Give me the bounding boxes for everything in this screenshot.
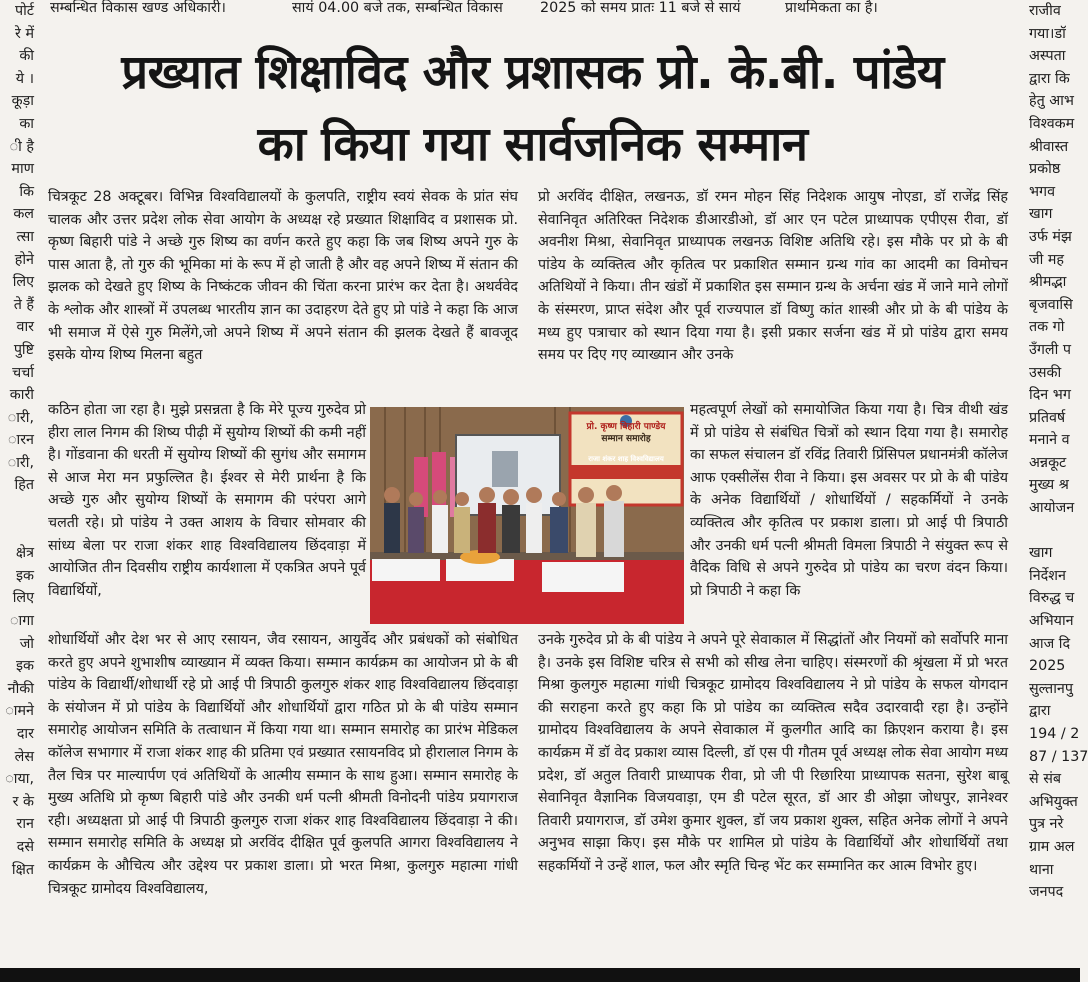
right-edge-line: अभियुक्त [1029,793,1078,810]
left-edge-line: की [19,48,34,65]
right-edge-column [1029,0,1088,968]
right-edge-line: ग्राम अल [1029,838,1075,855]
right-edge-line: 194 / 2 [1029,726,1080,742]
left-edge-column [0,0,34,968]
right-edge-line: खाग [1029,206,1053,223]
right-edge-line: जी मह [1029,251,1064,268]
right-edge-line: विश्वकम [1029,115,1075,132]
left-edge-line [0,520,34,543]
right-edge-line: थाना [1029,861,1054,878]
right-edge-line: 2025 [1029,658,1066,675]
left-edge-line: पुष्टि [13,341,34,358]
right-edge-line: उँगली प [1029,341,1071,358]
right-edge-line: से संब [1029,771,1062,788]
right-edge-line: अभियान [1029,613,1074,630]
left-edge-line: त्सा [16,228,34,245]
left-edge-line: कि [19,183,34,200]
left-edge-line: ागा [10,613,34,630]
left-edge-line: इक [16,658,34,675]
left-edge-line: कारी [9,387,34,404]
left-edge-line: दसे [16,838,34,855]
left-edge-line: क्षेत्र [15,545,34,562]
left-edge-line: हित [14,477,34,494]
right-edge-line: प्रतिवर्ष [1029,409,1066,426]
right-edge-line: सुल्तानपु [1029,680,1073,697]
article-right-top: प्रो अरविंद दीक्षित, लखनऊ, डॉ रमन मोहन सिंह निदेशक आयुष नोएडा, डॉ राजेंद्र सिंह सेवानिवृत अतिरिक्त निदेशक डीआरडीओ, डॉ आर एन पटेल प्राध्यापक एपीएस रीवा, डॉ अवनीश मिश्रा, सेवानिवृत प्राध्यापक लखनऊ विशिष्ट अतिथि रहे। इस मौके पर प्रो के बी पांडेय के व्यक्तित्व और कृतित्व पर प्रकाशित सम्मान ग्रन्थ गांव का आदमी का विमोचन अतिथियों ने किया। तीन खंडों में प्रकाशित इस सम्मान ग्रन्थ के अर्चना खंड में जाने माने लोगों के संस्मरण, प्राप्त संदेश और पूर्व राज्यपाल डॉ विष्णु कांत शास्त्री और प्रो के बी पांडेय के मध्य हुए पत्राचार को स्थान दिया गया है। इसी प्रकार सर्जना खंड में प्रो पांडेय द्वारा समय समय पर दिए गए व्याख्यान और उनके [538,189,1008,364]
right-edge-line: उर्फ मंझ [1029,228,1072,245]
left-edge-line: रान [16,816,34,833]
left-edge-line: ी है [9,138,34,155]
left-edge-line: नौकी [7,680,34,697]
left-edge-line: माण [11,161,34,178]
right-edge-line: गया।डॉ [1029,25,1066,42]
top-strip-col2: सायं 04.00 बजे तक, सम्बन्धित विकास [292,0,503,16]
right-edge-line: अस्पता [1029,48,1066,65]
right-edge-line: बृजवासि [1029,296,1073,313]
right-edge-line: मनाने व [1029,432,1070,449]
right-edge-line: उसकी [1029,364,1062,381]
right-edge-line: दिन भग [1029,387,1071,404]
article-right-bottom: उनके गुरुदेव प्रो के बी पांडेय ने अपने पूरे सेवाकाल में सिद्धांतों और नियमों को सर्वोपरि माना है। उनके इस विशिष्ट चरित्र से सभी को सीख लेना चाहिए। संस्मरणों की श्रृंखला में प्रो भरत मिश्रा कुलगुरु महात्मा गांधी चित्रकूट ग्रामोदय विश्वविद्यालय ने प्रो पांडेय के सफल योगदान की सराहना करते हुए कहा कि प्रो पांडेय का व्यक्तित्व सदैव उदारवादी रहा है। उन्होंने ग्रामोदय विश्वविद्यालय के अपने सेवाकाल में कुलगीत आदि का क्रिएशन कराया है। इस कार्यक्रम में डॉ वेद प्रकाश व्यास दिल्ली, डॉ एस पी गौतम पूर्व अध्यक्ष लोक सेवा आयोग मध्य प्रदेश, डॉ अतुल तिवारी प्राध्यापक रीवा, प्रो जी पी रिछारिया प्राध्यापक सतना, सुरेश बाबू सेवानिवृत वैज्ञानिक विजयवाड़ा, एम डी पटेल सूरत, डॉ आर डी ओझा जोधपुर, ज्ञानेश्वर तिवारी प्रयागराज, डॉ उमेश कुमार शुक्ल, डॉ जय प्रकाश शुक्ल, सहित अनेक लोगों ने अपने अनुभव साझा किए। इस मौके पर शामिल प्रो पांडेय के विद्यार्थियों और शोधार्थियों तथा सहकर्मियों ने उन्हें शाल, फल और स्मृति चिन्ह भेंट कर सम्मानित कर आत्म विभोर हुए। [538,632,1008,874]
right-edge-line: भगव [1029,183,1056,200]
left-edge-line: ये । [15,70,34,87]
left-edge-line: जो [19,635,34,652]
left-edge-line: कूड़ा [11,93,34,110]
right-edge-line: अन्नकूट [1029,454,1067,471]
left-edge-line: ारी, [7,409,34,426]
left-edge-line: र के [12,793,34,810]
left-edge-line: लिए [12,274,34,291]
article-right-narrow: महत्वपूर्ण लेखों को समायोजित किया गया है। चित्र वीथी खंड में प्रो पांडेय से संबंधित चित्रों को स्थान दिया गया है। समारोह का सफल संचालन डॉ रविंद्र तिवारी प्रिंसिपल प्रधानमंत्री कॉलेज आफ एक्सीलेंस रीवा ने किया। इस अवसर पर प्रो के बी पांडेय के अनेक विद्यार्थियों / शोधार्थियों / सहकर्मियों ने उनके व्यक्तित्व और कृतित्व पर प्रकाश डाला। प्रो आई पी त्रिपाठी और उनकी धर्म पत्नी श्रीमती विमला त्रिपाठी ने संयुक्त रूप से वैदिक विधि से अपने गुरुदेव प्रो पांडेय का चरण वंदन किया। प्रो त्रिपाठी ने कहा कि [690,402,1008,599]
left-edge-line [0,497,34,520]
left-edge-line: दार [16,726,34,742]
photo-banner-line-3: राजा शंकर शाह विश्वविद्यालय [588,455,664,463]
top-strip-col3: 2025 को समय प्रातः 11 बजे से सायं [540,0,741,16]
article-left-narrow: कठिन होता जा रहा है। मुझे प्रसन्नता है कि मेरे पूज्य गुरुदेव प्रो हीरा लाल निगम की शिष्य पीढ़ी में सुयोग्य शिष्यों की कमी नहीं है। गोंडवाना की धरती में सुयोग्य शिष्यों की सुगंध और समागम से आज मेरा मन प्रफुल्लित है। ईश्वर से मेरी प्रार्थना है कि अच्छे गुरु और सुयोग्य शिष्यों के समागम की परंपरा आगे चलती रहे। प्रो पांडेय ने उक्त आशय के विचार सोमवार की सांध्य बेला पर राजा शंकर शाह विश्वविद्यालय छिंदवाड़ा में आयोजित तीन दिवसीय राष्ट्रीय कार्यशाला में एकत्रित अपने पूर्व विद्यार्थियों, [48,402,366,599]
headline-line-2: का किया गया सार्वजनिक सम्मान [257,117,808,172]
left-edge-line: ते हैं [13,296,34,313]
right-edge-line: प्रकोष्ठ [1029,161,1061,178]
left-edge-line: का [19,115,34,132]
left-edge-line: ाया, [5,771,34,788]
right-edge-line: पुत्र नरे [1029,816,1064,833]
left-edge-line: इक [16,567,34,584]
left-edge-line: ामने [5,703,34,720]
right-edge-line: आज दि [1029,635,1071,652]
left-edge-line: कल [13,206,34,223]
article-left-bottom: शोधार्थियों और देश भर से आए रसायन, जैव रसायन, आयुर्वेद और प्रबंधकों को संबोधित करते हुए अपने शुभाशीष व्याख्यान में व्यक्त किया। सम्मान कार्यक्रम का आयोजन प्रो के बी पांडेय के विद्यार्थी/शोधार्थी रहे प्रो आई पी त्रिपाठी कुलगुरु शंकर शाह विश्वविद्यालय छिंदवाड़ा के संयोजन में प्रो पांडेय के विद्यार्थियों और शोधार्थियों द्वारा गठित प्रो के बी पांडेय सम्मान समारोह आयोजन समिति के तत्वाधान में किया गया था। सम्मान समारोह का प्रारंभ मेडिकल कॉलेज सभागार में राजा शंकर शाह की प्रतिमा एवं प्रख्यात रसायनविद प्रो हीरालाल निगम के तैल चित्र पर माल्यार्पण एवं अतिथियों के आत्मीय सम्मान के साथ हुआ। सम्मान समारोह के मुख्य अतिथि प्रो कृष्ण बिहारी पांडे और उनकी धर्म पत्नी श्रीमती विनोदनी पांडेय प्रयागराज रही। अध्यक्षता प्रो आई पी त्रिपाठी कुलगुरु राजा शंकर शाह विश्वविद्यालय छिंदवाड़ा ने की। सम्मान समारोह समिति के अध्यक्ष प्रो अरविंद दीक्षित पूर्व कुलपति आगरा विश्वविद्यालय ने कार्यक्रम के औचित्य और उद्देश्य पर प्रकाश डाला। प्रो भरत मिश्रा, कुलगुरु महात्मा गांधी चित्रकूट ग्रामोदय विश्वविद्यालय, [48,632,518,897]
right-edge-line: निर्देशन [1029,567,1066,584]
right-edge-line: हेतु आभ [1029,93,1074,110]
top-strip-col4: प्राथमिकता का है। [785,0,878,16]
left-edge-line: चर्चा [12,364,34,381]
right-edge-line: मुख्य श्र [1029,477,1069,494]
right-edge-line: आयोजन [1029,500,1075,517]
right-edge-line: द्वारा [1029,703,1051,720]
right-edge-line [1029,520,1080,543]
right-edge-line: खाग [1029,545,1053,562]
right-edge-line: राजीव [1029,3,1061,19]
left-edge-line: होने [14,251,34,268]
top-strip-col1: सम्बन्धित विकास खण्ड अधिकारी। [50,0,226,16]
right-edge-line: श्रीमद्भा [1029,274,1067,291]
left-edge-line: ारन [8,432,34,449]
bottom-bar [0,968,1080,982]
right-edge-line: श्रीवास्त [1029,138,1069,155]
right-edge-line: विरुद्ध च [1029,590,1075,607]
left-edge-line: क्षित [11,861,34,878]
right-edge-line: 87 / 137 [1029,748,1088,765]
headline-line-1: प्रख्यात शिक्षाविद और प्रशासक प्रो. के.बी. पांडेय [121,45,944,100]
photo-banner-text [572,421,680,465]
left-edge-line: लेस [14,748,34,765]
right-edge-line: तक गो [1029,319,1065,336]
left-edge-line: वार [16,319,34,336]
right-edge-line: द्वारा कि [1029,70,1070,87]
article-left-top: चित्रकूट 28 अक्टूबर। विभिन्न विश्वविद्यालयों के कुलपति, राष्ट्रीय स्वयं सेवक के प्रांत संघ चालक और उत्तर प्रदेश लोक सेवा आयोग के अध्यक्ष रहे प्रख्यात शिक्षाविद व प्रशासक प्रो. कृष्ण बिहारी पांडे ने अच्छे गुरु शिष्य का वर्णन करते हुए कहा कि जब शिष्य अपने गुरु के पास आता है, तो गुरु की भूमिका मां के रूप में हो जाती है और वह अपने शिष्य में संतान की झलक को देखते हुए शिष्य के निष्कंटक जीवन की चिंता करना प्रारंभ कर देता है। अथर्ववेद के श्लोक और शास्त्रों में उपलब्ध भारतीय ज्ञान का उदाहरण देते हुए प्रो पांडे ने कहा कि आज भी समाज में ऐसे गुरु मिलेंगे,जो अपने शिष्य में अपने संतान की झलक देखते हैं बावजूद इसके योग्य शिष्य मिलना बहुत [48,189,518,364]
photo-banner-line-1: प्रो. कृष्ण बिहारी पाण्डेय [586,422,666,432]
left-edge-line: ारी, [7,454,34,471]
left-edge-line: लिए [12,590,34,607]
left-edge-line: रे में [15,25,34,42]
event-photo [370,407,684,624]
right-edge-line: जनपद [1029,884,1064,901]
photo-banner-line-2: सम्मान समारोह [601,434,651,444]
left-edge-line: पोर्ट [14,3,34,19]
